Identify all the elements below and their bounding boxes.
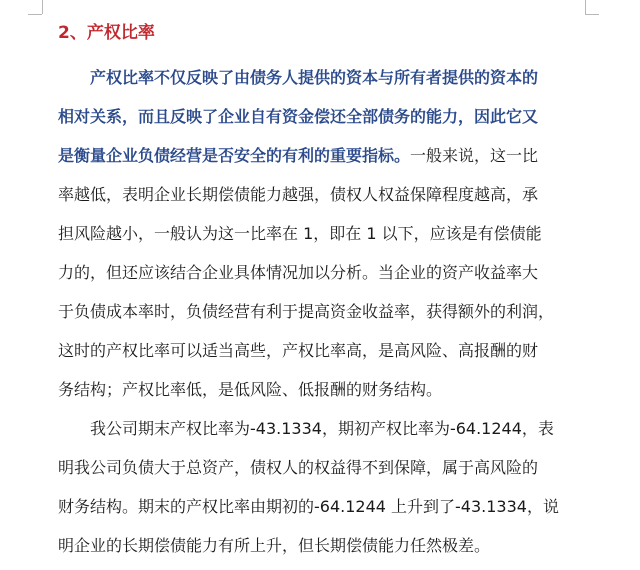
paragraph-line: 相对关系，而且反映了企业自有资金偿还全部债务的能力，因此它又 (58, 107, 539, 126)
crop-mark-top-left (42, 0, 43, 14)
paragraph-line: 这时的产权比率可以适当高些，产权比率高，是高风险、高报酬的财 (58, 341, 539, 360)
paragraph-line: 力的，但还应该结合企业具体情况加以分析。当企业的资产收益率大 (58, 263, 539, 282)
plain-text: 一般来说，这一比 (410, 146, 539, 165)
paragraph-line: 担风险越小，一般认为这一比率在 1，即在 1 以下，应该是有偿债能 (58, 224, 542, 243)
crop-mark-top-right (585, 0, 586, 14)
paragraph-line: 财务结构。期末的产权比率由期初的-64.1244 上升到了-43.1334，说 (58, 497, 559, 516)
crop-mark-top-right-horizontal (585, 14, 599, 15)
paragraph-line: 率越低，表明企业长期偿债能力越强，债权人权益保障程度越高，承 (58, 185, 539, 204)
paragraph-analysis (58, 409, 586, 565)
paragraph-line: 明我公司负债大于总资产，债权人的权益得不到保障，属于高风险的 (58, 458, 539, 477)
document-body (58, 58, 586, 565)
crop-mark-top-left-horizontal (28, 14, 42, 15)
paragraph-line: 产权比率不仅反映了由债务人提供的资本与所有者提供的资本的 (90, 68, 539, 87)
paragraph-line: 于负债成本率时，负债经营有利于提高资金收益率，获得额外的利润， (58, 302, 555, 321)
section-heading: 2、产权比率 (58, 23, 155, 43)
paragraph-line (58, 136, 586, 175)
paragraph-definition (58, 58, 586, 409)
paragraph-line: 我公司期末产权比率为-43.1334，期初产权比率为-64.1244，表 (90, 419, 554, 438)
paragraph-line: 务结构；产权比率低，是低风险、低报酬的财务结构。 (58, 380, 443, 399)
emphasis-text: 是衡量企业负债经营是否安全的有利的重要指标。 (58, 146, 411, 165)
paragraph-line: 明企业的长期偿债能力有所上升，但长期偿债能力任然极差。 (58, 536, 491, 555)
